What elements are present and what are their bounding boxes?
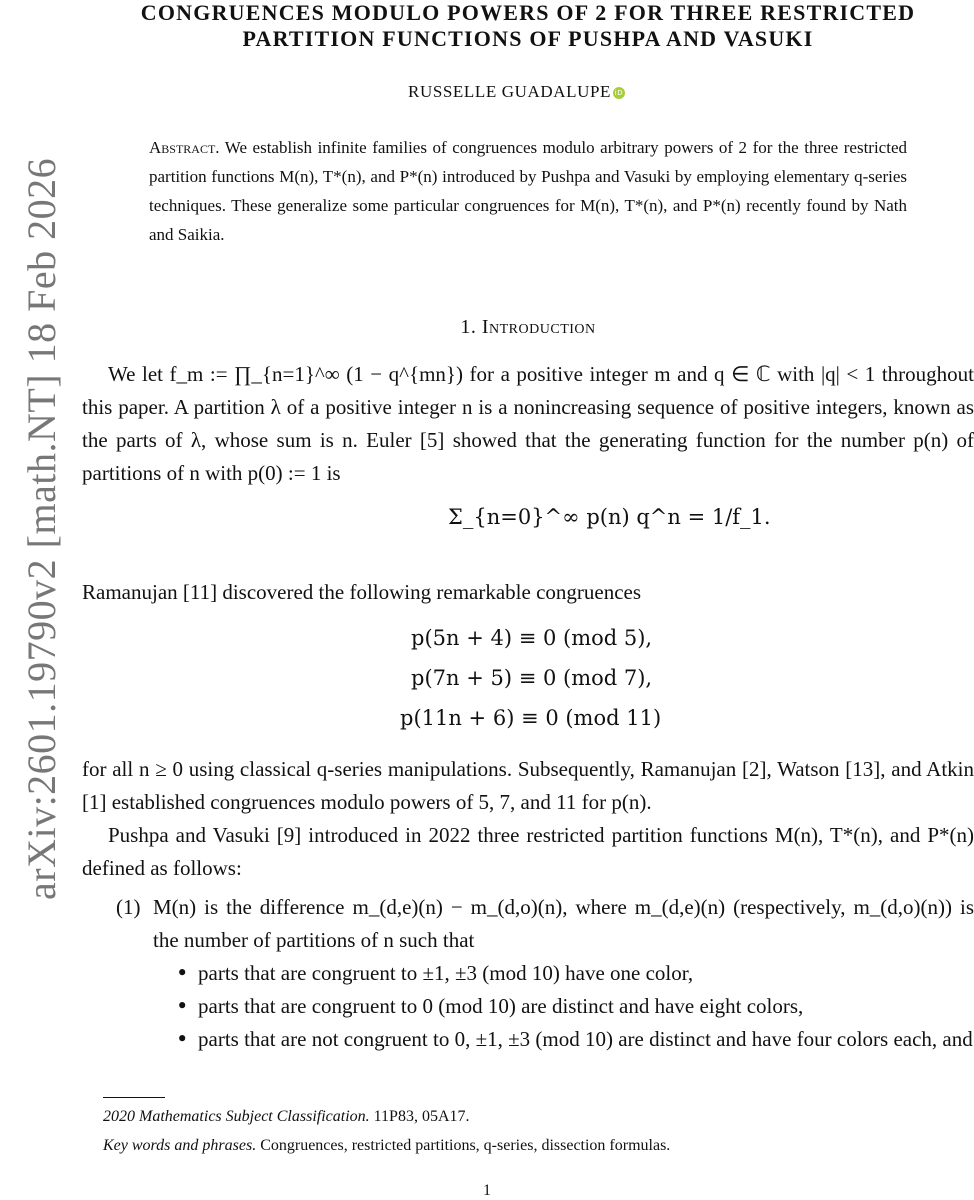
bullet-item-2: parts that are congruent to 0 (mod 10) are distinct and have eight colors, (198, 994, 804, 1018)
abstract (149, 133, 907, 249)
author (408, 82, 625, 102)
abstract-text: We establish infinite families of congruences modulo arbitrary powers of 2 for the three restricted partition functions M(n), T*(n), and P*(n) introduced by Pushpa and Vasuki by employing elementary q-series techniques. These generalize some particular congruences for M(n), T*(n), and P*(n) recently found by Nath and Saikia. (149, 138, 907, 244)
bullet-icon: • (176, 961, 189, 985)
section-number: 1. (460, 316, 477, 338)
msc-codes: 11P83, 05A17. (373, 1108, 470, 1125)
equation-euler-generating-function: Σ_{n=0}^∞ p(n) q^n = 1/f_1. (448, 505, 771, 529)
section-title: Introduction (481, 316, 596, 338)
equation-congruence-mod-7: p(7n + 5) ≡ 0 (mod 7), (411, 666, 653, 690)
intro-paragraph-3: for all n ≥ 0 using classical q-series manipulations. Subsequently, Ramanujan [2], Watson [13], and Atkin [1] established congruences modulo powers of 5, 7, and 11 for p(n). (82, 757, 974, 814)
bullet-item-1: parts that are congruent to ±1, ±3 (mod 10) have one color, (198, 961, 694, 985)
orcid-icon[interactable]: iD (614, 89, 624, 97)
keywords-text: Congruences, restricted partitions, q-series, dissection formulas. (260, 1137, 671, 1154)
list-item-label-1: (1) (116, 895, 141, 919)
equation-congruence-mod-5: p(5n + 4) ≡ 0 (mod 5), (411, 626, 653, 650)
section-heading (82, 316, 974, 339)
intro-paragraph-1: We let f_m := ∏_{n=1}^∞ (1 − q^{mn}) for a positive integer m and q ∈ ℂ with |q| < 1 throughout this paper. A partition λ of a positive integer n is a nonincreasing sequence of positive integers, known as the parts of λ, whose sum is n. Euler [5] showed that the generating function for the number p(n) of partitions of n with p(0) := 1 is (82, 362, 974, 485)
intro-paragraph-4: Pushpa and Vasuki [9] introduced in 2022 three restricted partition functions M(n), T*(n), and P*(n) defined as follows: (82, 823, 974, 880)
author-name: RUSSELLE GUADALUPE (408, 82, 611, 101)
bullet-icon: • (176, 994, 189, 1018)
equation-congruence-mod-11: p(11n + 6) ≡ 0 (mod 11) (400, 706, 662, 730)
list-item-text-1: M(n) is the difference m_(d,e)(n) − m_(d,o)(n), where m_(d,e)(n) (respectively, m_(d,o)(n)) is the number of partitions of n such that (153, 895, 974, 952)
title-line-2: PARTITION FUNCTIONS OF PUSHPA AND VASUKI (242, 26, 814, 51)
keywords-label: Key words and phrases. (103, 1137, 257, 1154)
title-line-1: CONGRUENCES MODULO POWERS OF 2 FOR THREE RESTRICTED (140, 0, 916, 25)
footnote-rule (103, 1097, 165, 1098)
footnote-msc (103, 1108, 470, 1126)
page-number: 1 (483, 1182, 491, 1199)
intro-paragraph-2: Ramanujan [11] discovered the following remarkable congruences (82, 580, 642, 604)
msc-label: 2020 Mathematics Subject Classification. (103, 1108, 370, 1125)
abstract-label: Abstract. (149, 138, 220, 157)
arxiv-sidebar-stamp: arXiv:2601.19790v2 [math.NT] 18 Feb 2026 (19, 157, 64, 900)
paper-title (82, 0, 974, 52)
bullet-icon: • (176, 1027, 189, 1051)
footnote-keywords (103, 1137, 670, 1155)
bullet-item-3: parts that are not congruent to 0, ±1, ±3 (mod 10) are distinct and have four colors each, and (198, 1027, 973, 1051)
